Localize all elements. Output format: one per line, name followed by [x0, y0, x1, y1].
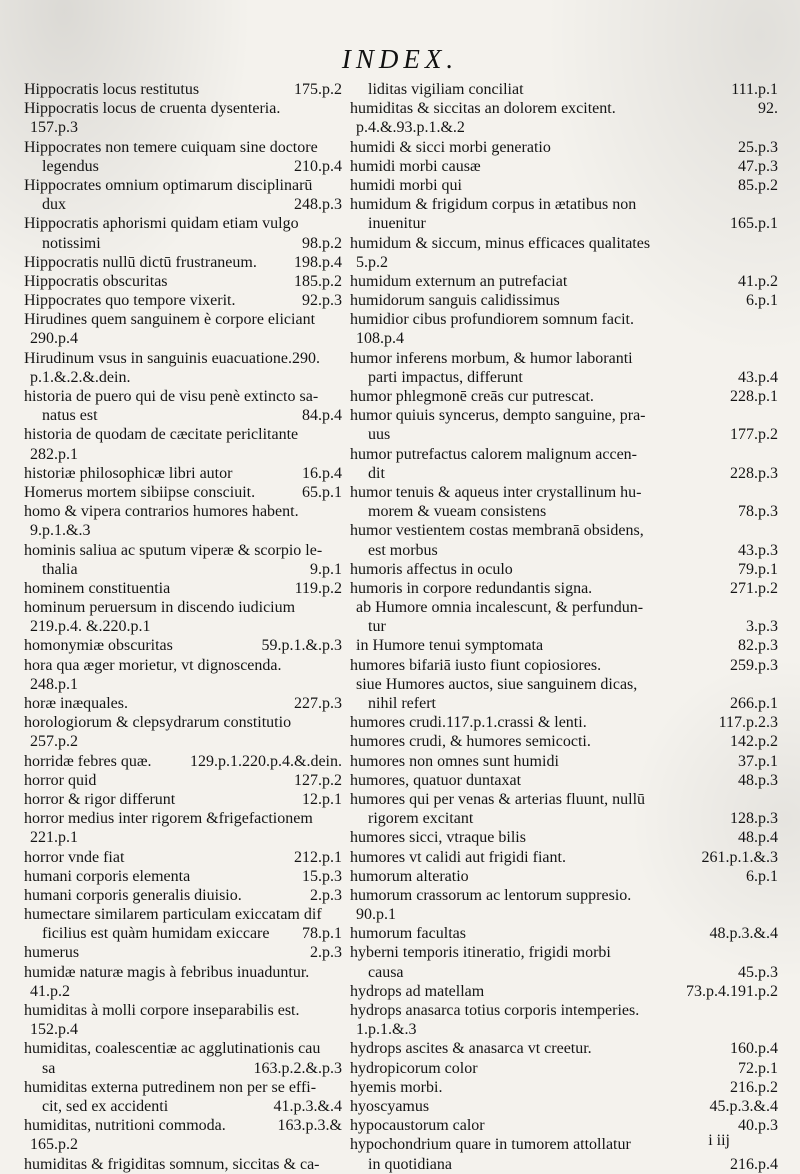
entry-text: rigorem excitant: [368, 810, 474, 828]
entry-page-ref: 48.p.3: [738, 771, 778, 789]
entry-page-ref: 261.p.1.&.3: [701, 848, 778, 866]
index-entry: [24, 636, 342, 655]
page-title: INDEX.: [341, 44, 459, 74]
entry-text: humores non omnes sunt humidi: [350, 752, 559, 770]
index-entry: [350, 425, 778, 444]
index-entry: [350, 1059, 778, 1078]
entry-text: 9.p.1.&.3: [30, 522, 91, 540]
index-column-left: [24, 80, 342, 1174]
index-entry: [24, 118, 342, 137]
index-entry: [24, 867, 342, 886]
entry-page-ref: 25.p.3: [738, 138, 778, 156]
index-entry: [350, 675, 778, 694]
entry-text: humidior cibus profundiorem somnum facit.: [350, 311, 634, 329]
entry-text: uus: [368, 426, 391, 444]
index-entry: [350, 253, 778, 272]
index-entry: [24, 732, 342, 751]
index-entry: [24, 1135, 342, 1154]
index-entry: [350, 560, 778, 579]
index-entry: [350, 732, 778, 751]
index-entry: [24, 675, 342, 694]
index-entry: [350, 118, 778, 137]
index-entry: [24, 848, 342, 867]
entry-text: hyberni temporis itineratio, frigidi morbi: [350, 944, 611, 962]
index-entry: [24, 253, 342, 272]
entry-text: Hippocratis aphorismi quidam etiam vulgo: [24, 215, 299, 233]
entry-page-ref: 98.p.2: [302, 234, 342, 252]
index-column-right: [350, 80, 778, 1174]
index-entry: [350, 195, 778, 214]
index-entry: [350, 329, 778, 348]
entry-text: hora qua æger morietur, vt dignoscenda.: [24, 656, 282, 674]
entry-page-ref: 228.p.3: [730, 464, 778, 482]
entry-text: hydrops ad matellam: [350, 982, 485, 1000]
entry-page-ref: 92.: [758, 100, 778, 118]
entry-text: 90.p.1: [356, 906, 396, 924]
entry-text: Hippocratis obscuritas: [24, 272, 168, 290]
entry-text: notissimi: [42, 234, 101, 252]
index-entry: [350, 771, 778, 790]
entry-text: 290.p.4: [30, 330, 78, 348]
index-entry: [350, 1020, 778, 1039]
entry-page-ref: 41.p.3.&.4: [273, 1097, 342, 1115]
entry-page-ref: 210.p.4: [294, 157, 342, 175]
entry-page-ref: 266.p.1: [730, 695, 778, 712]
entry-text: historiæ philosophicæ libri autor: [24, 464, 233, 482]
index-entry: [24, 310, 342, 329]
index-entry: [350, 598, 778, 617]
entry-text: Hirudinum vsus in sanguinis euacuatione.290.: [24, 349, 320, 367]
entry-page-ref: 12.p.1: [302, 790, 342, 808]
entry-page-ref: 85.p.2: [738, 176, 778, 194]
entry-text: humorum crassorum ac lentorum suppresio.: [350, 886, 632, 904]
entry-text: est morbus: [368, 541, 438, 559]
index-entry: [350, 809, 778, 828]
entry-page-ref: 117.p.2.3: [718, 714, 778, 732]
index-entry: [350, 234, 778, 253]
entry-text: ab Humore omnia incalescunt, & perfundun-: [356, 599, 644, 617]
index-entry: [24, 406, 342, 425]
entry-page-ref: 82.p.3: [738, 637, 778, 655]
index-entry: [350, 905, 778, 924]
entry-page-ref: 216.p.4: [730, 1155, 778, 1173]
entry-text: humidum & frigidum corpus in ætatibus non: [350, 196, 637, 214]
index-entry: [24, 1078, 342, 1097]
entry-page-ref: 271.p.2: [730, 579, 778, 597]
index-entry: [350, 694, 778, 713]
entry-text: humidi morbi causæ: [350, 157, 481, 175]
index-entry: [350, 790, 778, 809]
index-entry: [350, 656, 778, 675]
entry-page-ref: 160.p.4: [730, 1040, 778, 1058]
entry-page-ref: 127.p.2: [294, 771, 342, 789]
index-entry: [350, 1097, 778, 1116]
entry-page-ref: 40.p.3: [738, 1117, 778, 1135]
entry-text: humidum & siccum, minus efficaces qualitates: [350, 234, 651, 252]
entry-text: hyoscyamus: [350, 1097, 430, 1115]
entry-text: 5.p.2: [356, 253, 388, 271]
index-entry: [350, 310, 778, 329]
index-entry: [24, 617, 342, 636]
entry-text: 1.p.1.&.3: [356, 1021, 417, 1039]
entry-text: 152.p.4: [30, 1021, 78, 1039]
entry-page-ref: 111.p.1: [731, 81, 778, 98]
entry-text: dux: [42, 196, 66, 214]
entry-page-ref: 6.p.1: [746, 867, 778, 885]
index-entry: [350, 943, 778, 962]
entry-text: hominum peruersum in discendo iudicium: [24, 599, 296, 617]
entry-text: humidæ naturæ magis à febribus inuaduntur.: [24, 963, 310, 981]
entry-page-ref: 177.p.2: [730, 426, 778, 444]
entry-text: humidi & sicci morbi generatio: [350, 138, 551, 156]
index-entry: [350, 617, 778, 636]
index-entry: [24, 1020, 342, 1039]
index-entry: [350, 387, 778, 406]
entry-text: humores crudi.117.p.1.crassi & lenti.: [350, 714, 587, 732]
entry-text: humectare similarem particulam exiccatam dif: [24, 906, 322, 924]
index-entry: [24, 1039, 342, 1058]
entry-page-ref: 65.p.1: [302, 483, 342, 501]
index-entry: [350, 521, 778, 540]
entry-page-ref: 129.p.1.220.p.4.&.dein.: [190, 752, 342, 770]
entry-text: hominis saliua ac sputum viperæ & scorpio le-: [24, 541, 323, 559]
entry-text: horologiorum & clepsydrarum constitutio: [24, 714, 292, 732]
index-entry: [350, 886, 778, 905]
index-entry: [350, 349, 778, 368]
index-entry: [24, 886, 342, 905]
entry-page-ref: 248.p.3: [294, 196, 342, 214]
entry-page-ref: 2.p.3: [310, 944, 342, 962]
index-entry: [350, 982, 778, 1001]
entry-text: humores crudi, & humores semicocti.: [350, 733, 591, 751]
index-entry: [24, 713, 342, 732]
index-entry: [24, 598, 342, 617]
index-entry: [24, 387, 342, 406]
entry-page-ref: 119.p.2: [294, 579, 342, 597]
index-entry: [24, 790, 342, 809]
index-entry: [24, 176, 342, 195]
entry-text: humidum externum an putrefaciat: [350, 272, 568, 290]
index-entry: [350, 406, 778, 425]
entry-page-ref: 198.p.4: [294, 253, 342, 271]
entry-text: hydrops ascites & anasarca vt creetur.: [350, 1040, 592, 1058]
index-entry: [24, 272, 342, 291]
index-entry: [24, 521, 342, 540]
entry-text: humoris in corpore redundantis signa.: [350, 579, 593, 597]
index-entry: [24, 329, 342, 348]
index-entry: [24, 99, 342, 118]
index-entry: [350, 157, 778, 176]
entry-text: p.1.&.2.&.dein.: [30, 368, 131, 386]
index-entry: [24, 483, 342, 502]
entry-text: ficilius est quàm humidam exiccare: [42, 925, 270, 943]
index-entry: [350, 752, 778, 771]
entry-text: 257.p.2: [30, 733, 78, 751]
entry-page-ref: 59.p.1.&.p.3: [261, 637, 342, 655]
entry-text: humiditas externa putredinem non per se effi-: [24, 1078, 317, 1096]
entry-text: humor putrefactus calorem malignum accen-: [350, 445, 637, 463]
index-entry: [350, 636, 778, 655]
signature-mark: i iij: [708, 1132, 730, 1149]
entry-page-ref: 227.p.3: [294, 695, 342, 712]
entry-text: 221.p.1: [30, 829, 78, 847]
entry-text: liditas vigiliam conciliat: [368, 81, 524, 98]
entry-text: natus est: [42, 407, 98, 425]
entry-text: humor quiuis syncerus, dempto sanguine, pra-: [350, 407, 646, 425]
index-entry: [24, 771, 342, 790]
entry-text: horror & rigor differunt: [24, 790, 176, 808]
entry-text: humores bifariā iusto fiunt copiosiores.: [350, 656, 602, 674]
index-entry: [350, 272, 778, 291]
index-entry: [350, 445, 778, 464]
entry-text: horror quid: [24, 771, 97, 789]
entry-text: humani corporis generalis diuisio.: [24, 886, 242, 904]
entry-text: humor inferens morbum, & humor laboranti: [350, 349, 633, 367]
index-entry: [24, 80, 342, 99]
entry-text: hyemis morbi.: [350, 1078, 443, 1096]
entry-text: horæ inæquales.: [24, 695, 128, 712]
entry-page-ref: 2.p.3: [310, 886, 342, 904]
index-entry: [24, 157, 342, 176]
entry-page-ref: 228.p.1: [730, 388, 778, 405]
entry-page-ref: 47.p.3: [738, 157, 778, 175]
entry-page-ref: 15.p.3: [302, 867, 342, 885]
index-entry: [350, 828, 778, 847]
entry-text: humerus: [24, 944, 80, 962]
entry-page-ref: 216.p.2: [730, 1078, 778, 1096]
entry-text: humiditas & frigiditas somnum, siccitas & ca-: [24, 1155, 320, 1173]
entry-page-ref: 212.p.1: [294, 848, 342, 866]
entry-text: humidi morbi qui: [350, 176, 462, 194]
entry-page-ref: 163.p.3.&: [277, 1117, 342, 1135]
entry-page-ref: 48.p.4: [738, 829, 778, 847]
entry-text: humiditas, nutritioni commoda.: [24, 1117, 226, 1135]
entry-page-ref: 185.p.2: [294, 272, 342, 290]
entry-text: humores sicci, vtraque bilis: [350, 829, 526, 847]
index-entry: [350, 1155, 778, 1174]
entry-text: siue Humores auctos, siue sanguinem dicas,: [356, 675, 638, 693]
entry-text: morem & vueam consistens: [368, 503, 547, 521]
entry-page-ref: 37.p.1: [738, 752, 778, 770]
entry-text: homo & vipera contrarios humores habent.: [24, 503, 299, 521]
index-entry: [24, 1059, 342, 1078]
entry-text: cit, sed ex accidenti: [42, 1097, 169, 1115]
index-entry: [24, 195, 342, 214]
index-entry: [24, 1097, 342, 1116]
index-entry: [24, 214, 342, 233]
entry-text: hydropicorum color: [350, 1059, 478, 1077]
entry-text: Hippocrates non temere cuiquam sine doctore: [24, 138, 318, 156]
index-entry: [350, 291, 778, 310]
entry-text: humores vt calidi aut frigidi fiant.: [350, 848, 566, 866]
entry-text: historia de puero qui de visu penè extincto sa-: [24, 388, 319, 405]
index-entry: [24, 694, 342, 713]
entry-text: humores qui per venas & arterias fluunt, nullū: [350, 790, 646, 808]
index-entry: [350, 138, 778, 157]
index-entry: [350, 214, 778, 233]
entry-page-ref: 78.p.1: [302, 925, 342, 943]
entry-text: horror vnde fiat: [24, 848, 125, 866]
index-entry: [24, 752, 342, 771]
index-entry: [350, 924, 778, 943]
entry-text: humor phlegmonē creās cur putrescat.: [350, 388, 594, 405]
entry-text: humores, quatuor duntaxat: [350, 771, 522, 789]
index-entry: [350, 80, 778, 99]
entry-text: humorum facultas: [350, 925, 466, 943]
index-entry: [24, 1155, 342, 1174]
entry-text: hydrops anasarca totius corporis intemperies.: [350, 1002, 640, 1019]
entry-page-ref: 165.p.1: [730, 215, 778, 233]
index-entry: [24, 464, 342, 483]
index-entry: [24, 905, 342, 924]
entry-page-ref: 6.p.1: [746, 292, 778, 310]
entry-text: in quotidiana: [368, 1155, 452, 1173]
entry-page-ref: 84.p.4: [302, 407, 342, 425]
entry-text: p.4.&.93.p.1.&.2: [356, 119, 465, 137]
entry-text: dit: [368, 464, 385, 482]
index-entry: [24, 541, 342, 560]
index-entry: [350, 99, 778, 118]
entry-text: 108.p.4: [356, 330, 404, 348]
entry-text: hypocaustorum calor: [350, 1117, 485, 1135]
entry-page-ref: 72.p.1: [738, 1059, 778, 1077]
entry-text: 219.p.4. &.220.p.1: [30, 618, 151, 636]
entry-page-ref: 45.p.3.&.4: [709, 1097, 778, 1115]
entry-page-ref: 3.p.3: [746, 618, 778, 636]
entry-page-ref: 128.p.3: [730, 810, 778, 828]
index-entry: [24, 579, 342, 598]
entry-text: thalia: [42, 560, 78, 578]
entry-text: humoris affectus in oculo: [350, 560, 513, 578]
entry-text: Hippocratis locus restitutus: [24, 81, 200, 98]
entry-text: Hippocrates quo tempore vixerit.: [24, 292, 236, 310]
entry-text: Hippocratis nullū dictū frustraneum.: [24, 253, 257, 271]
entry-text: tur: [368, 618, 386, 636]
entry-page-ref: 9.p.1: [310, 560, 342, 578]
entry-text: Hippocratis locus de cruenta dysenteria.: [24, 100, 281, 118]
index-entry: [24, 828, 342, 847]
entry-text: Hippocrates omnium optimarum disciplinarū: [24, 176, 313, 194]
entry-text: nihil refert: [368, 695, 436, 712]
index-entry: [350, 713, 778, 732]
index-entry: [24, 291, 342, 310]
entry-page-ref: 78.p.3: [738, 503, 778, 521]
index-entry: [350, 368, 778, 387]
entry-text: parti impactus, differunt: [368, 368, 523, 386]
entry-text: Hirudines quem sanguinem è corpore eliciant: [24, 311, 316, 329]
entry-text: humani corporis elementa: [24, 867, 191, 885]
index-entry: [24, 924, 342, 943]
index-entry: [24, 1001, 342, 1020]
entry-text: humor tenuis & aqueus inter crystallinum hu-: [350, 483, 642, 501]
entry-text: hominem constituentia: [24, 579, 171, 597]
entry-text: 157.p.3: [30, 119, 78, 137]
index-entry: [350, 176, 778, 195]
index-entry: [24, 502, 342, 521]
entry-text: humorum alteratio: [350, 867, 469, 885]
entry-page-ref: 43.p.3: [738, 541, 778, 559]
entry-page-ref: 259.p.3: [730, 656, 778, 674]
entry-page-ref: 43.p.4: [738, 368, 778, 386]
entry-page-ref: 48.p.3.&.4: [709, 925, 778, 943]
entry-page-ref: 79.p.1: [738, 560, 778, 578]
index-entry: [350, 1001, 778, 1020]
index-entry: [350, 483, 778, 502]
entry-text: 165.p.2: [30, 1136, 78, 1154]
entry-text: inuenitur: [368, 215, 426, 233]
entry-page-ref: 92.p.3: [302, 292, 342, 310]
entry-page-ref: 142.p.2: [730, 733, 778, 751]
index-entry: [24, 445, 342, 464]
index-entry: [350, 579, 778, 598]
entry-text: horridæ febres quæ.: [24, 752, 152, 770]
index-entry: [350, 963, 778, 982]
entry-page-ref: 175.p.2: [294, 81, 342, 98]
index-entry: [350, 541, 778, 560]
entry-text: homonymiæ obscuritas: [24, 637, 173, 655]
index-entry: [24, 963, 342, 982]
entry-text: 248.p.1: [30, 675, 78, 693]
entry-text: hypochondrium quare in tumorem attollatur: [350, 1136, 631, 1154]
index-entry: [24, 982, 342, 1001]
index-entry: [24, 943, 342, 962]
entry-text: horror medius inter rigorem &frigefactionem: [24, 810, 313, 828]
entry-text: humor vestientem costas membranā obsidens,: [350, 522, 644, 540]
entry-text: causa: [368, 963, 404, 981]
index-entry: [350, 848, 778, 867]
index-entry: [24, 138, 342, 157]
entry-page-ref: 41.p.2: [738, 272, 778, 290]
entry-text: sa: [42, 1059, 56, 1077]
entry-text: humiditas à molli corpore inseparabilis est.: [24, 1002, 300, 1019]
entry-text: humiditas & siccitas an dolorem excitent.: [350, 100, 616, 118]
index-entry: [24, 560, 342, 579]
entry-text: in Humore tenui symptomata: [356, 637, 544, 655]
index-entry: [350, 1039, 778, 1058]
entry-text: 41.p.2: [30, 982, 70, 1000]
entry-text: Homerus mortem sibiipse consciuit.: [24, 483, 256, 501]
entry-text: humiditas, coalescentiæ ac agglutinationis cau: [24, 1040, 321, 1058]
index-entry: [24, 425, 342, 444]
entry-text: humidorum sanguis calidissimus: [350, 292, 560, 310]
entry-page-ref: 45.p.3: [738, 963, 778, 981]
index-entry: [350, 1078, 778, 1097]
index-entry: [350, 502, 778, 521]
index-entry: [24, 656, 342, 675]
entry-page-ref: 73.p.4.191.p.2: [686, 982, 778, 1000]
index-entry: [24, 809, 342, 828]
index-entry: [350, 464, 778, 483]
entry-page-ref: 16.p.4: [302, 464, 342, 482]
entry-text: legendus: [42, 157, 99, 175]
index-entry: [24, 368, 342, 387]
entry-text: historia de quodam de cæcitate periclitante: [24, 426, 299, 444]
entry-page-ref: 163.p.2.&.p.3: [253, 1059, 342, 1077]
index-entry: [24, 234, 342, 253]
index-entry: [350, 867, 778, 886]
entry-text: 282.p.1: [30, 445, 78, 463]
index-entry: [24, 1116, 342, 1135]
index-entry: [24, 349, 342, 368]
